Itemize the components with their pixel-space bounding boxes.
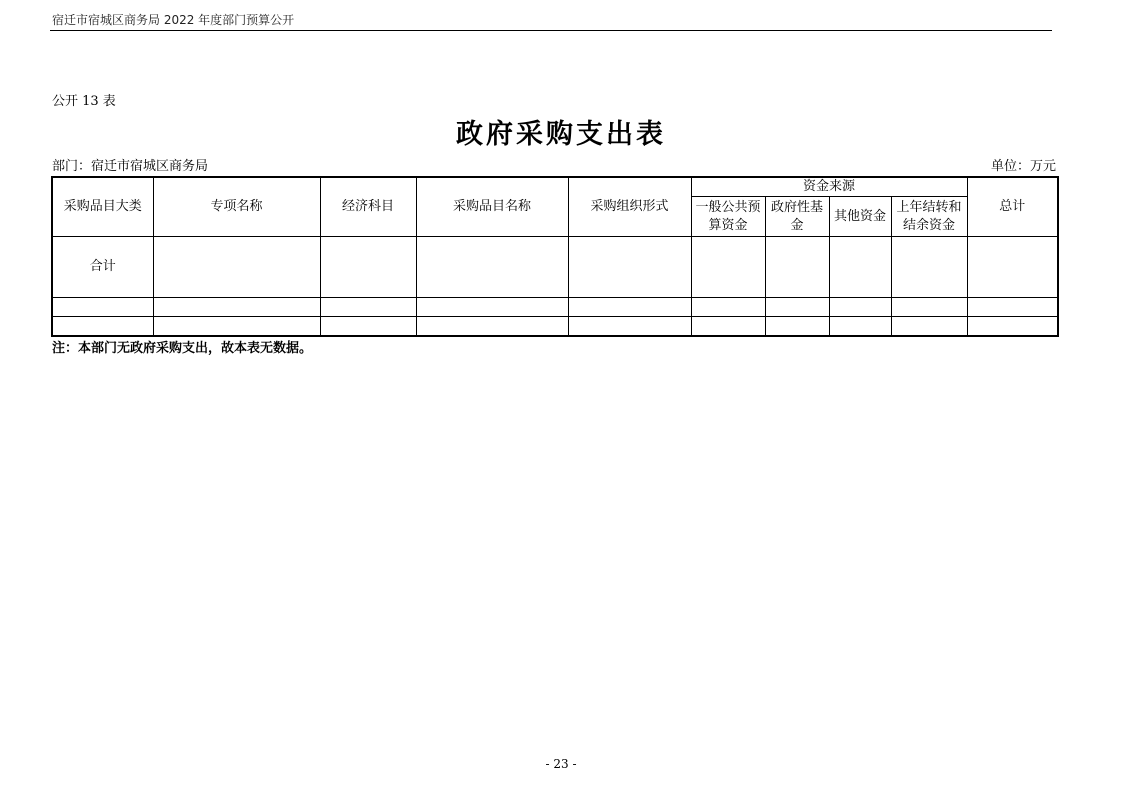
cell-other-funds (829, 237, 891, 298)
cell-economic-subject (320, 298, 416, 317)
col-header-category: 采购品目大类 (52, 177, 153, 237)
table-row (52, 317, 1058, 337)
col-header-other-funds: 其他资金 (829, 197, 891, 237)
unit-label: 单位：万元 (990, 159, 1056, 174)
cell-general-budget (691, 317, 765, 337)
col-header-org-form: 采购组织形式 (568, 177, 691, 237)
page-title: 政府采购支出表 (456, 119, 666, 150)
cell-gov-fund (765, 317, 829, 337)
page-number: - 23 - (545, 757, 577, 771)
col-header-gov-fund: 政府性基金 (765, 197, 829, 237)
cell-org-form (568, 298, 691, 317)
cell-general-budget (691, 298, 765, 317)
col-header-item-name: 采购品目名称 (416, 177, 568, 237)
cell-gov-fund (765, 237, 829, 298)
cell-category (52, 298, 153, 317)
department-label: 部门：宿迁市宿城区商务局 (52, 159, 209, 174)
col-header-carryover: 上年结转和结余资金 (891, 197, 967, 237)
cell-category: 合计 (52, 237, 153, 298)
col-header-economic-subject: 经济科目 (320, 177, 416, 237)
cell-other-funds (829, 298, 891, 317)
cell-project-name (153, 298, 320, 317)
cell-item-name (416, 317, 568, 337)
cell-economic-subject (320, 237, 416, 298)
cell-item-name (416, 298, 568, 317)
table-row-total (52, 237, 1058, 298)
cell-carryover (891, 298, 967, 317)
col-header-funding-source: 资金来源 (691, 177, 967, 197)
table-note: 注：本部门无政府采购支出，故本表无数据。 (52, 341, 313, 356)
cell-economic-subject (320, 317, 416, 337)
cell-total (967, 237, 1058, 298)
running-header: 宿迁市宿城区商务局 2022 年度部门预算公开 (52, 13, 295, 27)
cell-category (52, 317, 153, 337)
cell-carryover (891, 237, 967, 298)
col-header-total: 总计 (967, 177, 1058, 237)
cell-item-name (416, 237, 568, 298)
cell-org-form (568, 317, 691, 337)
table-row (52, 298, 1058, 317)
cell-project-name (153, 317, 320, 337)
cell-total (967, 317, 1058, 337)
cell-general-budget (691, 237, 765, 298)
col-header-general-budget: 一般公共预算资金 (691, 197, 765, 237)
cell-total (967, 298, 1058, 317)
procurement-table (51, 176, 1059, 337)
cell-org-form (568, 237, 691, 298)
header-rule (50, 30, 1052, 31)
col-header-project-name: 专项名称 (153, 177, 320, 237)
table-number: 公开 13 表 (52, 94, 116, 109)
cell-other-funds (829, 317, 891, 337)
cell-gov-fund (765, 298, 829, 317)
cell-project-name (153, 237, 320, 298)
cell-carryover (891, 317, 967, 337)
